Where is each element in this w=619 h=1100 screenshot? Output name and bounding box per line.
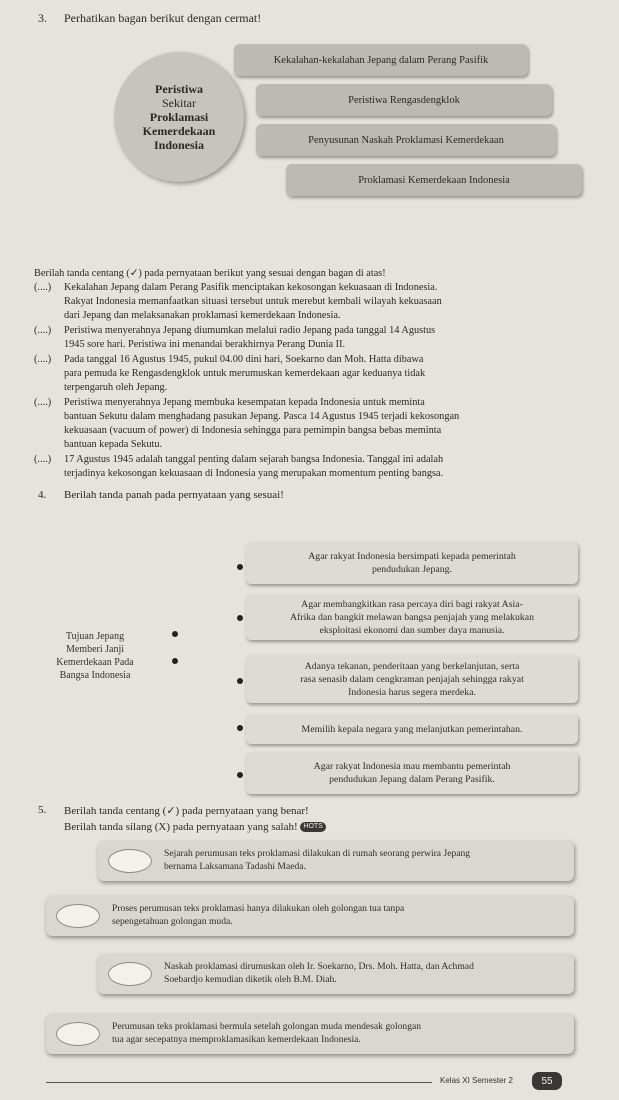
question-3-instruction: Perhatikan bagan berikut dengan cermat! <box>64 11 262 25</box>
option-line: rasa senasib dalam cengkraman penjajah sehingga rakyat <box>300 673 524 685</box>
option-line: Adanya tekanan, penderitaan yang berkelanjutan, serta <box>304 660 520 672</box>
statement-line: Sejarah perumusan teks proklamasi dilakukan di rumah seorang perwira Jepang <box>164 848 471 859</box>
diagram-center-circle <box>114 52 244 182</box>
option-line: Memilih kepala negara yang melanjutkan pemerintahan. <box>301 723 523 735</box>
check-blank[interactable]: (....) <box>34 354 52 365</box>
instruction-text: Berilah tanda silang (X) pada pernyataan yang salah! <box>64 821 298 833</box>
answer-oval[interactable] <box>56 904 100 928</box>
option-line: Afrika dan bangkit melawan bangsa penjajah yang melakukan <box>289 611 535 623</box>
option-line: Agar rakyat Indonesia bersimpati kepada pemerintah <box>308 551 516 562</box>
statement-text <box>112 1020 421 1046</box>
option-line: pendudukan Jepang dalam Perang Pasifik. <box>329 774 495 785</box>
statement-line: Naskah proklamasi dirumuskan oleh Ir. Soekarno, Drs. Moh. Hatta, dan Achmad <box>164 961 474 972</box>
hots-badge: HOTS <box>300 822 325 832</box>
statement-card <box>46 1014 574 1054</box>
option-box <box>246 752 578 794</box>
page-number: 55 <box>532 1072 562 1090</box>
diagram-pill: Kekalahan-kekalahan Jepang dalam Perang Pasifik <box>234 44 528 76</box>
statement-line: 1945 sore hari. Peristiwa ini menandai berakhirnya Perang Dunia II. <box>64 339 346 350</box>
left-label-line: Bangsa Indonesia <box>59 670 131 681</box>
option-line: eksploitasi ekonomi dan sumber daya manusia. <box>319 624 505 636</box>
statement-line: Rakyat Indonesia memanfaatkan situasi tersebut untuk merebut kembali wilayah kekuasaan <box>64 296 442 307</box>
arrow-end-dot[interactable] <box>237 725 243 731</box>
question-4-number: 4. <box>38 489 47 501</box>
statement-card <box>46 896 574 936</box>
statement-line: terpengaruh oleh Jepang. <box>64 382 168 393</box>
option-box <box>246 542 578 584</box>
arrow-end-dot[interactable] <box>237 615 243 621</box>
statement-line: Peristiwa menyerahnya Jepang diumumkan melalui radio Jepang pada tanggal 14 Agustus <box>64 325 436 336</box>
circle-text: Kemerdekaan <box>142 124 216 138</box>
check-blank[interactable]: (....) <box>34 325 52 336</box>
circle-text: Sekitar <box>162 96 196 110</box>
statement-line: Pada tanggal 16 Agustus 1945, pukul 04.00 dini hari, Soekarno dan Moh. Hatta dibawa <box>64 354 424 365</box>
left-label-line: Memberi Janji <box>65 644 125 655</box>
diagram-pill: Penyusunan Naskah Proklamasi Kemerdekaan <box>256 124 556 156</box>
option-box <box>246 655 578 703</box>
option-line: Agar membangkitkan rasa percaya diri bagi rakyat Asia- <box>301 598 523 610</box>
arrow-end-dot[interactable] <box>237 564 243 570</box>
statement-card <box>98 841 574 881</box>
check-blank[interactable]: (....) <box>34 397 52 408</box>
question-5-number: 5. <box>38 804 47 816</box>
check-blank[interactable]: (....) <box>34 454 52 465</box>
statement-line: Soebardjo kemudian diketik oleh B.M. Diah. <box>164 974 337 985</box>
footer-class-label: Kelas XI Semester 2 <box>440 1076 513 1085</box>
circle-text: Peristiwa <box>155 82 203 96</box>
diagram-pill: Peristiwa Rengasdengklok <box>256 84 552 116</box>
question-3-task: Berilah tanda centang (✓) pada pernyataan berikut yang sesuai dengan bagan di atas! <box>34 268 386 279</box>
footer-rule <box>46 1082 432 1083</box>
statement-line: sepengetahuan golongan muda. <box>112 916 233 927</box>
circle-text: Proklamasi <box>149 110 209 124</box>
statement-line: dari Jepang dan melaksanakan proklamasi kemerdekaan Indonesia. <box>64 310 341 321</box>
circle-text: Indonesia <box>153 138 205 152</box>
statement-line: bernama Laksamana Tadashi Maeda. <box>164 861 306 872</box>
statement-text <box>164 847 470 873</box>
check-blank[interactable]: (....) <box>34 282 52 293</box>
arrow-end-dot[interactable] <box>237 678 243 684</box>
left-label-line: Kemerdekaan Pada <box>56 657 134 668</box>
question-4-instruction: Berilah tanda panah pada pernyataan yang sesuai! <box>64 489 284 501</box>
question-5-instruction-2 <box>64 821 326 833</box>
answer-oval[interactable] <box>108 849 152 873</box>
arrow-start-dot[interactable] <box>172 658 178 664</box>
option-line: Indonesia harus segera merdeka. <box>348 686 476 698</box>
statement-line: bantuan Sekutu dalam menghadang pasukan Jepang. Pasca 14 Agustus 1945 terjadi kekosongan <box>64 411 460 422</box>
question-3-number: 3. <box>38 11 47 25</box>
option-line: Agar rakyat Indonesia mau membantu pemerintah <box>313 761 511 772</box>
statement-card <box>98 954 574 994</box>
statement-text <box>164 960 474 986</box>
arrow-end-dot[interactable] <box>237 772 243 778</box>
question-5-instruction-1: Berilah tanda centang (✓) pada pernyataan yang benar! <box>64 805 309 817</box>
answer-oval[interactable] <box>56 1022 100 1046</box>
option-box <box>246 714 578 744</box>
statement-line: 17 Agustus 1945 adalah tanggal penting dalam sejarah bangsa Indonesia. Tanggal ini adalah <box>64 454 444 465</box>
statement-line: Perumusan teks proklamasi bermula setelah golongan muda mendesak golongan <box>112 1021 422 1032</box>
left-label <box>30 630 160 682</box>
statement-line: terjadinya kekosongan kekuasaan di Indonesia yang merupakan momentum penting bangsa. <box>64 468 444 479</box>
left-label-line: Tujuan Jepang <box>65 631 125 642</box>
statement-line: Kekalahan Jepang dalam Perang Pasifik menciptakan kekosongan kekuasaan di Indonesia. <box>64 282 438 293</box>
statement-line: Proses perumusan teks proklamasi hanya dilakukan oleh golongan tua tanpa <box>112 903 405 914</box>
statement-line: kekuasaan (vacuum of power) di Indonesia sehingga para pemimpin bangsa bebas meminta <box>64 425 442 436</box>
statement-text <box>112 902 404 928</box>
option-line: pendudukan Jepang. <box>372 564 452 575</box>
statement-line: Peristiwa menyerahnya Jepang membuka kesempatan kepada Indonesia untuk meminta <box>64 397 425 408</box>
statement-line: para pemuda ke Rengasdengklok untuk merumuskan kemerdekaan agar keduanya tidak <box>64 368 426 379</box>
option-box <box>246 594 578 640</box>
diagram-pill: Proklamasi Kemerdekaan Indonesia <box>286 164 582 196</box>
statement-line: tua agar secepatnya memproklamasikan kemerdekaan Indonesia. <box>112 1034 361 1045</box>
arrow-start-dot[interactable] <box>172 631 178 637</box>
answer-oval[interactable] <box>108 962 152 986</box>
statement-line: bantuan kepada Sekutu. <box>64 439 163 450</box>
